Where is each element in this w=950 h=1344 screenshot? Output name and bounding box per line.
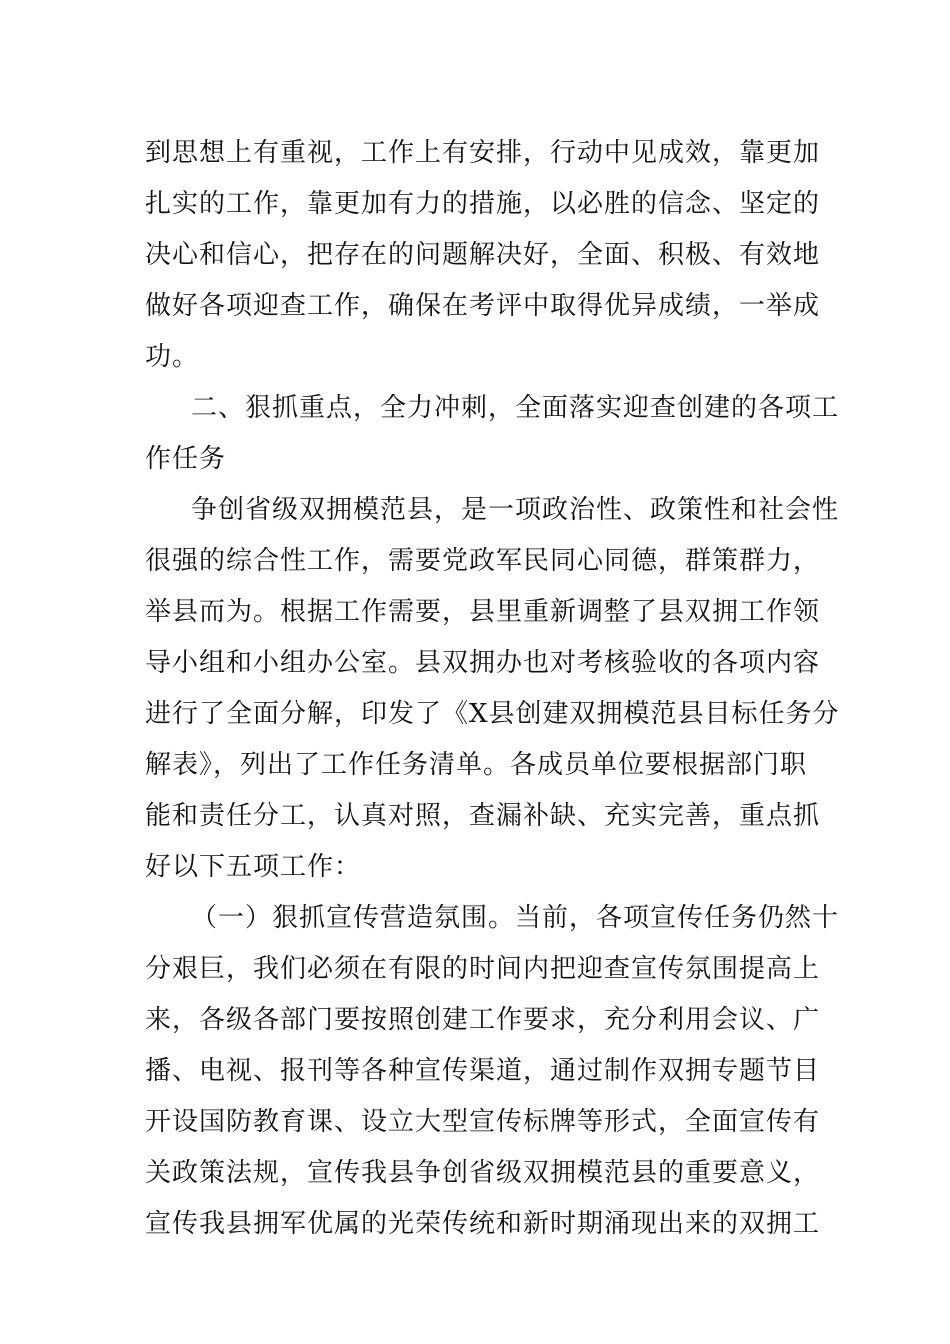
text-line: 宣传我县拥军优属的光荣传统和新时期涌现出来的双拥工 bbox=[145, 1209, 821, 1239]
text-line: 分艰巨，我们必须在有限的时间内把迎查宣传氛围提高上 bbox=[145, 954, 821, 984]
text-line: 进行了全面分解，印发了《X县创建双拥模范县目标任务分 bbox=[145, 699, 840, 729]
document-body bbox=[145, 128, 840, 1250]
text-line: 举县而为。根据工作需要，县里重新调整了县双拥工作领 bbox=[145, 597, 821, 627]
text-line: 关政策法规，宣传我县争创省级双拥模范县的重要意义， bbox=[145, 1158, 821, 1188]
text-line: 开设国防教育课、设立大型宣传标牌等形式，全面宣传有 bbox=[145, 1107, 821, 1137]
text-line: 好以下五项工作： bbox=[145, 852, 362, 882]
subsection-start-line: （一）狠抓宣传营造氛围。当前，各项宣传任务仍然十 bbox=[191, 903, 840, 933]
text-line: 到思想上有重视，工作上有安排，行动中见成效，靠更加 bbox=[145, 138, 821, 168]
text-line: 导小组和小组办公室。县双拥办也对考核验收的各项内容 bbox=[145, 648, 821, 678]
text-line: 能和责任分工，认真对照，查漏补缺、充实完善，重点抓 bbox=[145, 801, 821, 831]
section-heading-line: 作任务 bbox=[145, 444, 227, 474]
text-line: 播、电视、报刊等各种宣传渠道，通过制作双拥专题节目 bbox=[145, 1056, 821, 1086]
text-line: 来，各级各部门要按照创建工作要求，充分利用会议、广 bbox=[145, 1005, 821, 1035]
text-line: 做好各项迎查工作，确保在考评中取得优异成绩，一举成 bbox=[145, 291, 821, 321]
paragraph-start-line: 争创省级双拥模范县，是一项政治性、政策性和社会性 bbox=[191, 495, 840, 525]
text-line: 扎实的工作，靠更加有力的措施，以必胜的信念、坚定的 bbox=[145, 189, 821, 219]
text-line: 解表》，列出了工作任务清单。各成员单位要根据部门职 bbox=[145, 750, 808, 780]
text-line: 决心和信心，把存在的问题解决好，全面、积极、有效地 bbox=[145, 240, 821, 270]
text-line: 很强的综合性工作，需要党政军民同心同德，群策群力， bbox=[145, 546, 821, 576]
text-line: 功。 bbox=[145, 342, 200, 372]
section-heading-line: 二、狠抓重点，全力冲刺，全面落实迎查创建的各项工 bbox=[191, 393, 840, 423]
